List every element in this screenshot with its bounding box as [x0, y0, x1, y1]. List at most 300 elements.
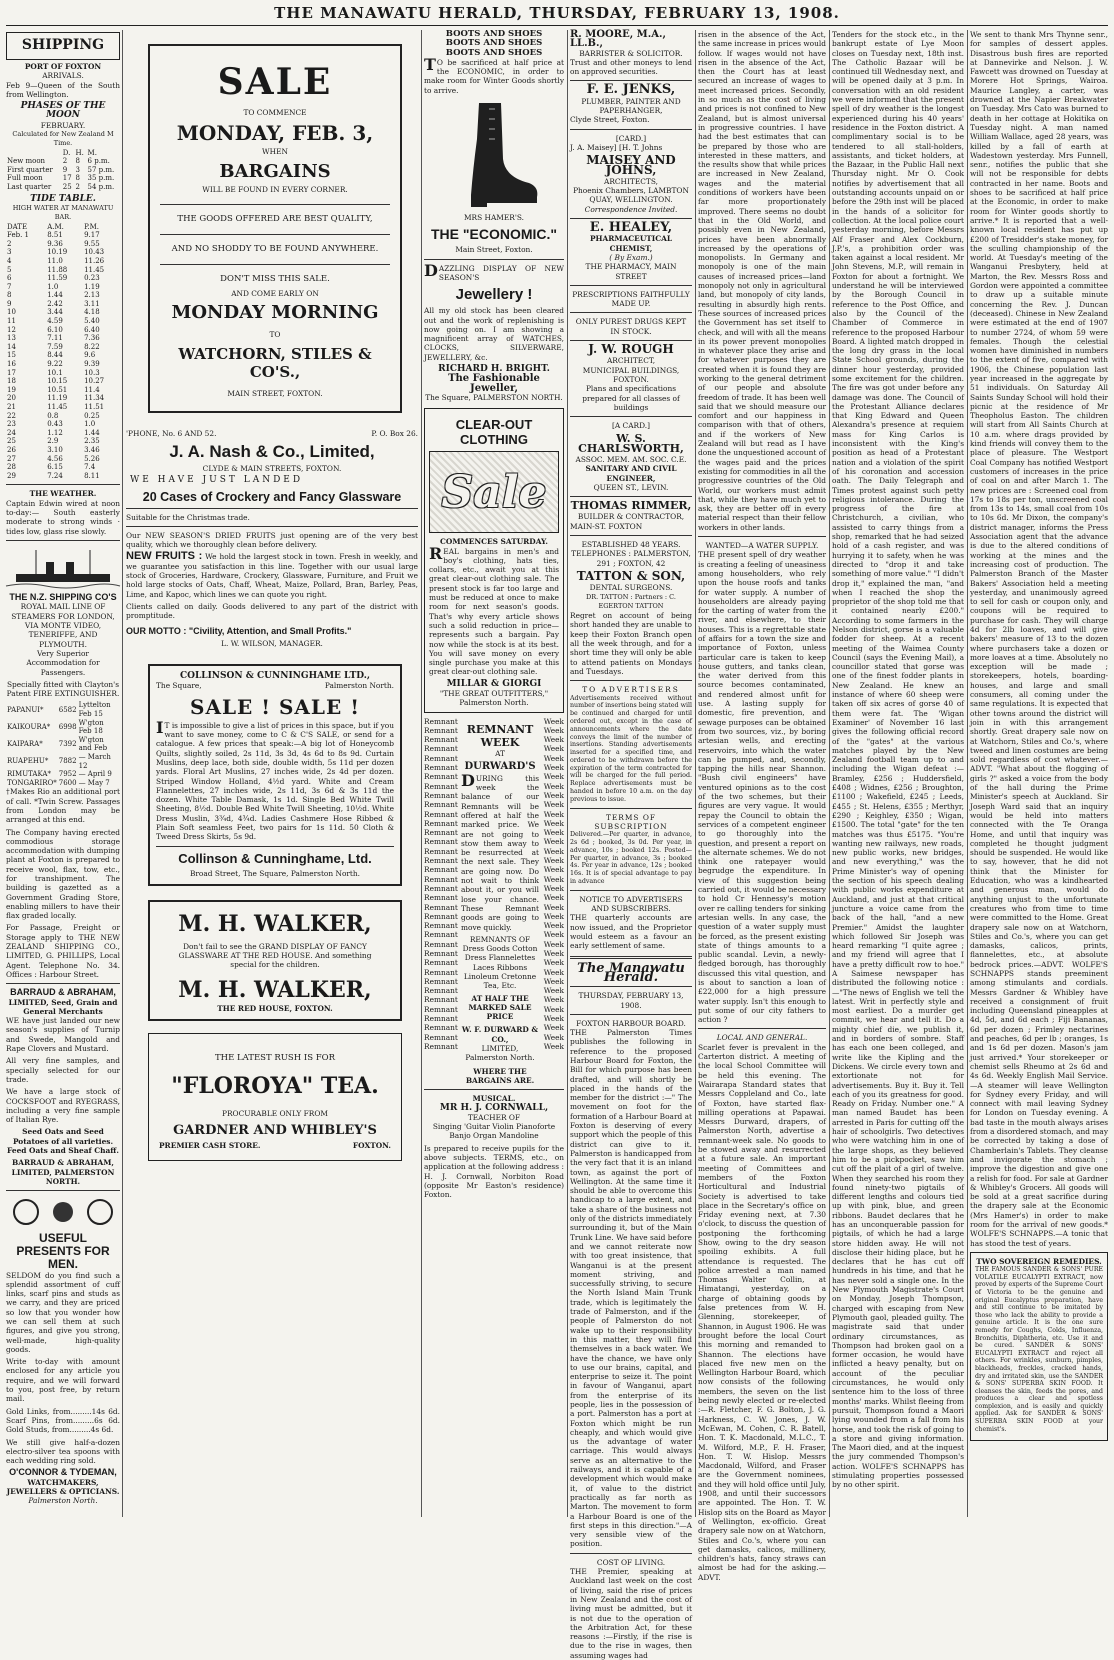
nash-newfruits-label: NEW FRUITS :: [126, 550, 203, 563]
moon-col: D.: [62, 148, 71, 157]
tide-cell: 6.10: [47, 325, 63, 334]
rimmer-address: MAIN-ST. FOXTON: [570, 521, 643, 531]
steamer-cell: — April 9: [78, 770, 112, 779]
sale-street: MAIN STREET, FOXTON.: [227, 389, 323, 399]
steamer-row: [6, 770, 120, 779]
herald-title: The Manawatu Herald.: [577, 960, 685, 985]
week-rail-item: [542, 875, 564, 884]
tide-row: [6, 274, 120, 283]
remnant-word: Remnant: [424, 818, 458, 828]
week-rail-item: [542, 986, 564, 995]
remnant-word: Remnant: [424, 846, 458, 856]
tide-cell: 9.22: [47, 360, 63, 369]
tide-row: [6, 300, 120, 309]
water-text: THE present spell of dry weather is creating a feeling of uneasiness among householders, who rely upon the house roofs and tanks for water supply. A number of householders are already paying for the carting of water from the river, and elsewhere, to their houses. This is a regrettable state of affairs for a town the size and importance of Foxton, unless particular care is taken to keep house gutters, and tanks clean, the water derived from this source becomes contaminated, and rendered almost unfit for use. A lasting supply for domestic, fire prevention, and sewage purposes can be obtained from two sources, viz., by boring artesian wells, and erecting reservoirs, into which the water can be pumped, and, secondly, tapping the hills near Shannon. "Bush civil engineers" have ventured opinions as to the cost of the two schemes, but their figures are very vague. It would repay the Council to obtain the services of a competent engineer to go thoroughly into the question, and present a report on the alternate schemes. We do not think one ratepayer would begrudge the expenditure. In view of this suggestion being carried out, it would be necessary to hold Cr Hennessy's motion over re calling tenders for sinking artesian wells. In any case, the question of a water supply must be forced, as the present existing state of things amounts to a public scandal. Levin, a newly-fledged borough, has thoroughly discussed this vital question, and is about to sanction a loan of £22,000 for a high pressure water supply. Isn't this enough to put some of our city fathers to action ?: [698, 550, 826, 1025]
divider: [570, 535, 692, 536]
tide-cell: 7: [7, 282, 12, 291]
cornwall-teacher: TEACHER OF: [467, 1112, 521, 1122]
bright-subheading: The Fashionable Jeweller,: [448, 373, 540, 394]
tide-cell: 1.0: [84, 420, 96, 429]
subscription-heading: TERMS OF SUBSCRIPTION: [594, 812, 668, 831]
divider: [570, 285, 692, 286]
jenks-address: Clyde Street, Foxton.: [570, 115, 650, 125]
sale-quality: THE GOODS OFFERED ARE BEST QUALITY,: [177, 213, 373, 224]
divider: [6, 484, 120, 485]
tide-cell: 11.45: [84, 265, 105, 274]
tide-row: [6, 377, 120, 386]
remnant-rail-item: [424, 763, 458, 772]
remnant-word: Remnant: [424, 883, 458, 893]
divider: [424, 1089, 564, 1090]
healey-subheading: PHARMACEUTICAL CHEMIST,: [589, 234, 673, 253]
remnant-rail-item: [424, 1033, 458, 1042]
useful-items: Gold Links, from.........14s 6d. Scarf Pins, from.........6s 6d. Gold Studs, from.........4s 6d.: [6, 1406, 120, 1435]
remnant-word: Remnant: [424, 976, 458, 986]
week-rail-item: [542, 819, 564, 828]
musical-heading: MUSICAL.: [472, 1094, 516, 1104]
maisey-correspondence: Correspondence Invited.: [584, 204, 678, 214]
remnant-word: Remnant: [424, 1041, 458, 1051]
nash-subheading: CLYDE & MAIN STREETS, FOXTON.: [202, 463, 342, 473]
week-word: Week: [543, 800, 564, 810]
tide-cell: 0.25: [84, 411, 100, 420]
tide-cell: 3: [7, 248, 12, 257]
tide-cell: 6.15: [47, 463, 63, 472]
tide-cell: 2: [7, 239, 12, 248]
healey-drugs: ONLY PUREST DRUGS KEPT IN STOCK.: [575, 317, 687, 336]
week-rail-item: [542, 893, 564, 902]
week-word: Week: [543, 735, 564, 745]
tide-cell: 11.26: [84, 256, 105, 265]
sale-heading: SALE: [217, 61, 333, 103]
barraud-text: We have a large stock of COCKSFOOT and RYEGRASS, including a very fine sample of Italian Rye.: [6, 1087, 120, 1125]
week-word: Week: [543, 846, 564, 856]
week-word: Week: [543, 1004, 564, 1014]
tide-cell: 22: [7, 411, 16, 420]
remnant-rail-item: [424, 968, 458, 977]
column-7: [970, 30, 1108, 1517]
walker-heading: M. H. WALKER,: [178, 910, 372, 937]
arrivals-text: Feb 9—Queen of the South from Wellington.: [6, 80, 120, 99]
remnant-title: REMNANT: [466, 722, 534, 736]
tide-cell: 11.34: [84, 394, 105, 403]
remnant-rail-item: [424, 754, 458, 763]
moon-calc: Calculated for New Zealand M Time.: [12, 130, 114, 148]
charles-subheading: ASSOC. MEM. AM. SOC. C.E.: [575, 454, 687, 464]
moon-cell: 57 p.m.: [87, 165, 115, 174]
remnant-word: Remnant: [424, 1004, 458, 1014]
remnant-word: Remnant: [424, 735, 458, 745]
useful-text: SELDOM do you find such a splendid assortment of cuff links, scarf pins and studs as we carry, and they are priced so low that you wonder how we can sell them at such figures, and give you strong, well-made, high-quality goods.: [6, 1270, 120, 1354]
remnant-right-rail: [542, 717, 564, 1086]
remnant-word: Remnant: [424, 958, 458, 968]
week-rail-item: [542, 847, 564, 856]
tide-cell: 2.35: [84, 437, 100, 446]
cost-text: THE Premier, speaking at Auckland last week on the cost of living, said the rise of prices in New Zealand and the cost of living must be admitted, but it is not due to the operation of the Arbitration Act, for these reasons :—Firstly, if the rise is due to the rise in wages, then assuming wages had: [570, 1567, 692, 1660]
week-rail-item: [542, 884, 564, 893]
tide-cell: 19: [7, 385, 16, 394]
clearout-sale-graphic: [429, 451, 559, 533]
remnant-word: Remnant: [424, 1023, 458, 1033]
cc-address: Broad Street, The Square, Palmerston North.: [189, 868, 361, 878]
floroya-foxton: FOXTON.: [352, 1140, 391, 1150]
tide-cell: 11.0: [47, 256, 63, 265]
week-word: Week: [543, 976, 564, 986]
moon-row: [6, 183, 120, 192]
divider: [570, 1553, 692, 1554]
remnant-rail-item: [424, 884, 458, 893]
moon-cell: 9: [62, 165, 68, 174]
remnant-word: Remnant: [424, 939, 458, 949]
week-word: Week: [543, 958, 564, 968]
column-6: [832, 30, 964, 1517]
remnant-word: Remnant: [424, 986, 458, 996]
nash-motto: OUR MOTTO : "Civility, Attention, and Small Profits.": [126, 625, 352, 636]
moon-row: [6, 174, 120, 183]
week-rail-item: [542, 782, 564, 791]
tide-row: [6, 351, 120, 360]
remnant-title: WEEK: [480, 735, 520, 749]
remnant-rail-item: [424, 949, 458, 958]
remnant-rail-item: [424, 986, 458, 995]
week-word: Week: [543, 986, 564, 996]
rough-address: MUNICIPAL BUILDINGS, FOXTON.: [582, 365, 680, 384]
sale-dont: DON'T MISS THIS SALE.: [220, 274, 330, 285]
tide-cell: 11.59: [47, 274, 68, 283]
useful-text: We still give half-a-dozen electro-silver tea spoons with each wedding ring sold.: [6, 1437, 120, 1466]
tide-cell: 23: [7, 420, 16, 429]
useful-text: Write to-day with amount enclosed for any article you require, and we will forward to you, post free, by return mail.: [6, 1357, 120, 1404]
week-word: Week: [543, 939, 564, 949]
steamer-cell: KAIKOURA*: [7, 722, 51, 731]
tide-row: [6, 248, 120, 257]
remnant-word: Remnant: [424, 837, 458, 847]
weather-text: Captain Edwin wired at noon to-day:— South easterly moderate to strong winds · tides low, glass rise slowly.: [6, 498, 120, 536]
moore-subheading: BARRISTER & SOLICITOR.: [579, 48, 683, 58]
walker-advert: [148, 900, 402, 1021]
tide-cell: 11.51: [84, 403, 105, 411]
column-4: [570, 29, 692, 1660]
remnant-ltd: LIMITED,: [481, 1044, 519, 1054]
rimmer-heading: THOMAS RIMMER,: [570, 499, 692, 513]
tatton-established: ESTABLISHED 48 YEARS.: [581, 540, 681, 550]
tide-row: [6, 437, 120, 446]
tide-row: [6, 472, 120, 481]
nash-contact-row: [126, 429, 418, 438]
tide-cell: 13: [7, 334, 16, 343]
moon-cell: 8: [75, 174, 80, 183]
tide-col: A.M.: [47, 222, 64, 231]
week-word: Week: [543, 818, 564, 828]
sale-commence: TO COMMENCE: [243, 108, 307, 117]
remnant-word: Remnant: [424, 790, 458, 800]
maisey-names: J. A. Maisey] [H. T. Johns: [570, 142, 663, 152]
tide-cell: 14: [7, 342, 16, 351]
cufflinks-illustration: [6, 1195, 120, 1229]
tide-cell: 5: [7, 265, 12, 274]
nzsc-text: †Makes Rio an additional port of call. *Twin Screw. Passages from London may be arranged at this end.: [6, 787, 120, 825]
moon-cell: 3: [75, 165, 80, 174]
tide-cell: 21: [7, 403, 16, 411]
week-rail-item: [542, 968, 564, 977]
tide-cell: 9.55: [84, 239, 100, 248]
steamer-cell: — March 12: [78, 752, 111, 770]
remnant-rail-item: [424, 995, 458, 1004]
shipping-logo: [6, 32, 120, 60]
nash-landed: WE HAVE JUST LANDED: [130, 475, 304, 486]
bright-heading: RICHARD H. BRIGHT.: [438, 364, 550, 375]
tide-cell: 28: [7, 463, 16, 472]
divider: [570, 496, 692, 497]
tatton-text: Regret on account of being short handed they are unable to keep their Foxton Branch open all the week through, and for a short time they will only be able to attend patients on Mondays and Tuesdays.: [570, 611, 692, 676]
floroya-store: PREMIER CASH STORE.: [159, 1140, 261, 1150]
remnant-word: Remnant: [424, 800, 458, 810]
barraud-subheading: LIMITED, Seed, Grain and General Merchants: [8, 997, 118, 1016]
cc-text: IT is impossible to give a list of prices in this space, but if you want to save money, come to C & C'S SALE, or send for a catalogue. A few prices that speak:—A big lot of Honeycomb Quilts, slightly soiled, 2s 11d, 3s 3d, 4s 6d to 8s 9d. Curtain Muslins, deep lace, both side, double width, 5s 11d per dozen yards. Floral Art Muslins, 27 inches wide, 2s 4d per dozen. Striped Window Holland, 4½d yard. White and Cream Flannelettes, 27 inches wide, 2s 11d, 3s 6d & 3s 11d the dozen. White Table Damask, 1s 1d. Single Bed White Twill Sheeting, 8½d. Double Bed White Twill Sheeting, 10½d. White Dress Muslin, 3¾d, 4¾d. Ladies Cashmere Hose Ribbed & Plain Soft seamless Feet, two pairs for 1s 11d. 50 Cloth & Tweed Dress Skirts, 5s 9d.: [156, 717, 394, 842]
boots-heading: BOOTS AND SHOES: [445, 29, 543, 39]
divider: [698, 1028, 826, 1029]
column-1: [6, 30, 120, 1517]
remnant-list: REMNANTS OF Dress Goods Cotton Dress Flannelettes Laces Ribbons Linoleum Cretonne Tea, Etc.: [462, 934, 538, 991]
maisey-subheading: ARCHITECTS,: [604, 176, 658, 186]
tide-row: [6, 446, 120, 455]
tide-row: [6, 369, 120, 378]
remnant-rail-item: [424, 819, 458, 828]
tatton-partners: DR. TATTON : Partners : C. EGERTON TATTON: [586, 592, 676, 610]
tide-cell: 24: [7, 428, 16, 437]
nash-suitable: Suitable for the Christmas trade.: [126, 512, 250, 522]
tide-cell: 2.9: [47, 437, 59, 446]
moon-heading: PHASES OF THE MOON: [20, 101, 106, 121]
cornwall-heading: MR H. J. CORNWALL,: [439, 1102, 549, 1113]
remnant-rail-item: [424, 1023, 458, 1032]
local-heading: LOCAL AND GENERAL.: [716, 1033, 808, 1043]
week-word: Week: [543, 995, 564, 1005]
remnant-word: Remnant: [424, 911, 458, 921]
tide-cell: 11.45: [47, 403, 68, 411]
tide-cell: 12: [7, 325, 16, 334]
clearout-sale-word: Sale: [441, 466, 547, 518]
tide-cell: 1.44: [84, 428, 100, 437]
week-word: Week: [543, 753, 564, 763]
walker-text: Don't fail to see the GRAND DISPLAY OF FANCY GLASSWARE AT THE RED HOUSE. And something special for the children.: [178, 941, 372, 970]
tide-cell: 10.15: [47, 377, 68, 386]
tide-row: [6, 257, 120, 266]
week-word: Week: [543, 744, 564, 754]
moon-cell: 2: [62, 157, 68, 166]
nzsc-text: The Company having erected commodious storage accommodation with dumping plant at Foxton is prepared to receive wool, flax, tow, etc., for transhipment. The building is gazetted as a Government Grading Store, enabling millers to have their flax graded locally.: [6, 827, 120, 921]
collinson-advert: [148, 664, 402, 886]
column-5: [698, 30, 826, 1582]
remnant-rail-item: [424, 828, 458, 837]
steamer-cell: W'gton and Feb: [78, 735, 108, 753]
masthead: THE MANAWATU HERALD, THURSDAY, FEBRUARY 13, 1908.: [274, 4, 840, 22]
port-heading: PORT OF FOXTON: [24, 62, 102, 71]
tide-cell: 3.46: [84, 445, 100, 454]
nzsc-text: Specially fitted with Clayton's Patent FIRE EXTINGUISHER.: [6, 679, 120, 699]
remnant-word: Remnant: [424, 995, 458, 1005]
week-word: Week: [543, 809, 564, 819]
steamer-cell: W'gton Feb 18: [78, 718, 104, 736]
tide-row: [6, 463, 120, 472]
moore-text: Trust and other moneys to lend on approved securities.: [570, 57, 692, 77]
nash-manager: L. W. WILSON, MANAGER.: [221, 638, 323, 648]
tide-cell: 5.40: [84, 317, 100, 326]
moon-cell: 6 p.m.: [87, 157, 110, 166]
tide-cell: 7.59: [47, 342, 63, 351]
tide-row: [6, 266, 120, 275]
healey-address: THE PHARMACY, MAIN STREET: [585, 262, 677, 281]
clearout-text: REAL bargains in men's and boy's clothing, hats ties, collars, etc., await you at this great clear-out clothing sale. The present stock is far too large and must be reduced at once to make room for next season's goods. That's why every article shows such a solid reduction in price—represents such a bargain. Pay now while the stock is at its best. You will save money on every single purchase you make at this great clear-out clothing sale.: [429, 543, 559, 677]
tide-cell: 0.43: [47, 420, 63, 429]
steamer-cell: RUAPEHU*: [7, 757, 49, 766]
cost-continued-text: risen in the absence of the Act, the same increase in prices would follow. If wages would not have risen in the absence of the Act, then the Court has at least secured an increase of wages to meet increased prices. Secondly, in so much as the cost of living and prices is not confined to New Zealand, but is almost universal in progressive countries. I have had the best estimates that can be prepared by those who are interested in these matters, and the results show that while prices are increased in New Zealand, wages and the material conditions of workers have been far more proportionately improved. There seems no doubt that in the Old World, and possibly even in New Zealand, prices have been abnormally increased by the operations of monopolists. In Germany and monopoly is one of the main causes of increased prices—land monopoly not only in agricultural land, but monopoly of city lands, resulting in absurdly high rents. These sources of increased prices the Government has set itself to check, and will with all the means in its power prevent monopolies in whatever place they arise and for whatever purposes they are created when it is found they are working to the general detriment of our people and absolute freedom of trade. It has been well said that we should measure our comfort and our happiness in comparison with that of others, and if the workers of New Zealand will but read as I have done the unquestioned account of the wages paid and the prices existing for commodities in all the progressive countries of the Old World, our workers must admit that, while they have much yet to ask, they are better off in every material respect than their fellow workers in other lands.: [698, 30, 826, 532]
floroya-gardner: GARDNER AND WHIBLEY'S: [173, 1122, 377, 1138]
tide-col: P.M.: [84, 222, 99, 231]
healey-heading: E. HEALEY,: [589, 220, 673, 236]
divider: [160, 204, 390, 205]
tide-cell: 27: [7, 454, 16, 463]
week-word: Week: [543, 902, 564, 912]
week-rail-item: [542, 717, 564, 726]
tide-cell: 8: [7, 291, 12, 300]
week-rail-item: [542, 726, 564, 735]
tide-cell: 3.10: [47, 445, 63, 454]
cornwall-text: Is prepared to receive pupils for the above subjects. TERMS, etc., on application at the following address : H. J. Cornwall, Norbiton Road (opposite Mr Easton's residence) Foxton.: [424, 1143, 564, 1200]
tide-subheading: HIGH WATER AT MANAWATU BAR.: [12, 203, 114, 222]
remnant-where: WHERE THE BARGAINS ARE.: [465, 1066, 535, 1085]
tide-row: [6, 343, 120, 352]
remnant-rail-item: [424, 856, 458, 865]
divider: [6, 983, 120, 984]
sale-monday: MONDAY MORNING: [171, 302, 379, 324]
steamer-table: [6, 701, 120, 787]
tide-row: [6, 231, 120, 240]
remnant-word: Remnant: [424, 930, 458, 940]
walker-footer: THE RED HOUSE, FOXTON.: [217, 1003, 333, 1013]
moon-cell: 17: [62, 174, 72, 183]
cc-heading: COLLINSON & CUNNINGHAME LTD.,: [179, 671, 371, 682]
tatton-telephones: TELEPHONES : PALMERSTON, 291 ; FOXTON, 42: [571, 549, 691, 568]
remnant-rail-item: [424, 893, 458, 902]
steamer-cell: 7952: [58, 770, 77, 779]
remnant-word: Remnant: [424, 716, 458, 726]
steamer-row: [6, 701, 120, 718]
divider: [570, 416, 692, 417]
steamer-cell: 7600: [58, 778, 77, 787]
remnant-half: AT HALF THE MARKED SALE PRICE: [468, 993, 532, 1022]
tide-cell: 7.11: [47, 334, 63, 343]
steamer-cell: 6998: [58, 722, 77, 731]
column-divider: [567, 30, 568, 1517]
week-word: Week: [543, 856, 564, 866]
remnant-body: [458, 717, 542, 1086]
moon-month: FEBRUARY.: [40, 120, 86, 130]
sale-bargains: BARGAINS: [219, 160, 331, 182]
weather-heading: THE WEATHER.: [29, 489, 97, 499]
remnant-rail-item: [424, 735, 458, 744]
remnant-rail-item: [424, 958, 458, 967]
healey-exam: ( By Exam.): [609, 252, 653, 262]
cc-square: The Square,: [156, 681, 202, 691]
week-word: Week: [543, 1014, 564, 1024]
column-divider: [421, 30, 422, 1517]
steamer-cell: 7392: [58, 740, 77, 749]
remnant-word: Remnant: [424, 865, 458, 875]
week-word: Week: [543, 883, 564, 893]
tide-cell: 11.88: [47, 265, 68, 274]
remnant-rail-item: [424, 977, 458, 986]
week-rail-item: [542, 1042, 564, 1051]
tide-cell: 11.19: [47, 394, 68, 403]
tide-row: [6, 283, 120, 292]
divider: [570, 956, 692, 959]
tide-row: [6, 334, 120, 343]
tide-row: [6, 455, 120, 464]
tide-cell: 7.4: [84, 463, 96, 472]
divider: [570, 986, 692, 987]
week-rail-item: [542, 921, 564, 930]
nash-box: P. O. Box 26.: [371, 428, 418, 438]
remnant-rail-item: [424, 800, 458, 809]
remnant-word: Remnant: [424, 744, 458, 754]
tatton-subheading: DENTAL SURGEONS.: [589, 583, 673, 593]
tide-cell: 17: [7, 368, 16, 377]
week-rail-item: [542, 865, 564, 874]
advertisers-heading: TO ADVERTISERS: [582, 685, 680, 695]
week-word: Week: [543, 1032, 564, 1042]
remnant-rail-item: [424, 865, 458, 874]
charles-card: [A CARD.]: [611, 421, 651, 431]
clearout-commence: COMMENCES SATURDAY.: [440, 537, 548, 547]
moon-header-row: [6, 149, 120, 158]
oconnor-heading: O'CONNOR & TYDEMAN,: [9, 1467, 117, 1478]
remnant-word: Remnant: [424, 921, 458, 931]
economic-address: Main Street, Foxton.: [455, 245, 533, 255]
barraud-text: Seed Oats and Seed Potatoes of all varieties. Feed Oats and Sheaf Chaff.: [7, 1127, 119, 1156]
remnant-rail-item: [424, 810, 458, 819]
barraud-text: WE have just landed our new season's supplies of Turnip and Swede, Mangold and Rape Clovers and Mustard.: [6, 1016, 120, 1054]
sale-advert: [148, 44, 402, 413]
cc-sale: SALE ! SALE !: [190, 694, 360, 719]
moon-cell: 25: [62, 183, 72, 192]
divider: [570, 1014, 692, 1015]
tide-row: [6, 394, 120, 403]
week-rail-item: [542, 977, 564, 986]
week-rail-item: [542, 949, 564, 958]
clearout-footer: MILLAR & GIORGI: [446, 678, 542, 689]
water-heading: WANTED—A WATER SUPPLY.: [705, 541, 819, 551]
tide-cell: 10.43: [84, 248, 105, 257]
steamship-illustration: [6, 548, 120, 588]
week-rail-item: [542, 800, 564, 809]
remnant-word: Remnant: [424, 725, 458, 735]
remnant-rail-item: [424, 912, 458, 921]
charles-heading: W. S. CHARLSWORTH,: [578, 432, 684, 455]
cornwall-instruments: Singing 'Guitar Violin Pianoforte Banjo Organ Mandoline: [432, 1122, 556, 1141]
remnant-rail-item: [424, 744, 458, 753]
week-word: Week: [543, 1041, 564, 1051]
remnant-word: Remnant: [424, 1014, 458, 1024]
week-word: Week: [543, 874, 564, 884]
tide-row: [6, 326, 120, 335]
remnant-wf: W. F. DURWARD & CO.,: [461, 1025, 539, 1044]
tide-row: [6, 386, 120, 395]
news-items-text: We sent to thank Mrs Thynne senr., for samples of dessert apples. Disastrous bush fires are reported at Dannevirke and Nelson. J. W. Fawcett was drowned on Tuesday at Morere Hot Springs, Wairoa. Maurice Langley, a carter, was drowned at the Napier Breakwater on Tuesday. Mrs Cato was burned to death in her cottage at Hokitika on Tuesday night. A man named William Wallace, aged 28 years, was killed by a fall of earth at Wadestown yesterday. Mrs Funnell, senr., notifies the public that she will not be responsible for debts contracted in her name. Boots and shoes to be sacrificed at half price at the Economic, in order to make room for Winter goods shortly to arrive.* It is reported that a well-known local resident has put up £200 of Tresidder's stake money, for the sculling championship of the world. At Tuesday's meeting of the Wanganui Presbytery, held at Marton, the Rev. Messrs Ross and Gordon were appointed a committee to draw up a suitable minute concerning the Rev. J. Duncan (deceased). Chinese in New Zealand were estimated at the end of 1907 to number 2724, of whom 59 were females. Though the celestial women have diminished in numbers to the extent of five, compared with 1906, the Chinese population last year increased in the aggregate by 51 individuals. On Saturday All Saints Sunday School will hold their picnic at the residence of Mr Theopholus Easton. The children will start from All Saints Church at 10 a.m. where drags provided by kind friends will convey them to the place of pleasure. The Westport Coal Company has notified Westport customers of increases in the price of coal on and after March 1. The new prices are : Screened coal from 17s to 18s per ton, unscreened coal from 13s to 14s, small coal from 10s to 10s 6d. Mr Dixon, the company's district manager, informs the Press Association agent that the advance is due to the altered conditions of working at the mines and the increasing cost of production. The Palmerston Branch of the Master Bakers' Association held a meeting yesterday, and unanimously agreed to sell for cash or coupon only, and coupons will be required to purchase for cash. They will charge 4d for 2lb loaves, and will give bakers' measure of 13 to the dozen where purchasers take a dozen or more loaves at a time. Absolutely no exception will be made ; storekeepers, hotels, boarding-houses, and large and small consumers, all coming under the same regulations. It is expected that other towns around the district will join in with this arrangement shortly. Great drapery sale now on at Watchorn, Stiles and Co.'s, where tweed and linen costumes are being sold regardless of cost whatever.—ADVT. "What about the flogging of girls ?" asked a voice from the body of the hall during the Prime Minister's speech at Auckland. Sir Joseph Ward said that an inquiry would be held into matters connected with the Te Oranga Home, and until that inquiry was completed he thought judgment should be suspended. He would like to say, however, that he did not think that the Minister for Education, who was a kindhearted and generous man, would do anything unjust to the unfortunate creatures who from time to time were committed to the Home. Great drapery sale now on at Watchorn, Stiles and Co.'s, where you can get damasks, calicos, prints, flannelettes, etc., at absolute bedrock prices.—ADVT. WOLFE'S SCHNAPPS stands preeminent among stimulants and cordials. Messrs Gardner & Whibley have received a consignment of fruit including Queensland pineapples at 4d, 5d, and 6d each ; Fiji Bananas, 6d per dozen ; Frimley nectarines and peaches, 6d per lb ; oranges, 1s and 1s 6d per dozen. Mason's jam just arrived.* Your storekeeper or chemist sells Rheumo at 2s 6d and 4s 6d. Weekly English Mail Service.—A steamer will leave Wellington for Sydney every Friday, and will connect with mail leaving Sydney for London on Tuesday evening. A bad taste in the mouth always arises from a disordered stomach, and may be corrected by taking a dose of Chamberlain's Tablets. They cleanse and invigorate the stomach ; improve the digestion and give one a relish for food. For sale at Gardner & Whibley's Grocers. All goods will be sold at a great sacrifice during the drapery sale at the Economic (Mrs Hamer's) in order to make room for the arrival of new goods.* WOLFE'S SCHNAPPS.—A tonic that has stood the test of years.: [970, 30, 1108, 1248]
sale-date: MONDAY, FEB. 3,: [176, 121, 374, 146]
tide-cell: 26: [7, 445, 16, 454]
walker-heading-2: M. H. WALKER,: [178, 976, 372, 1003]
